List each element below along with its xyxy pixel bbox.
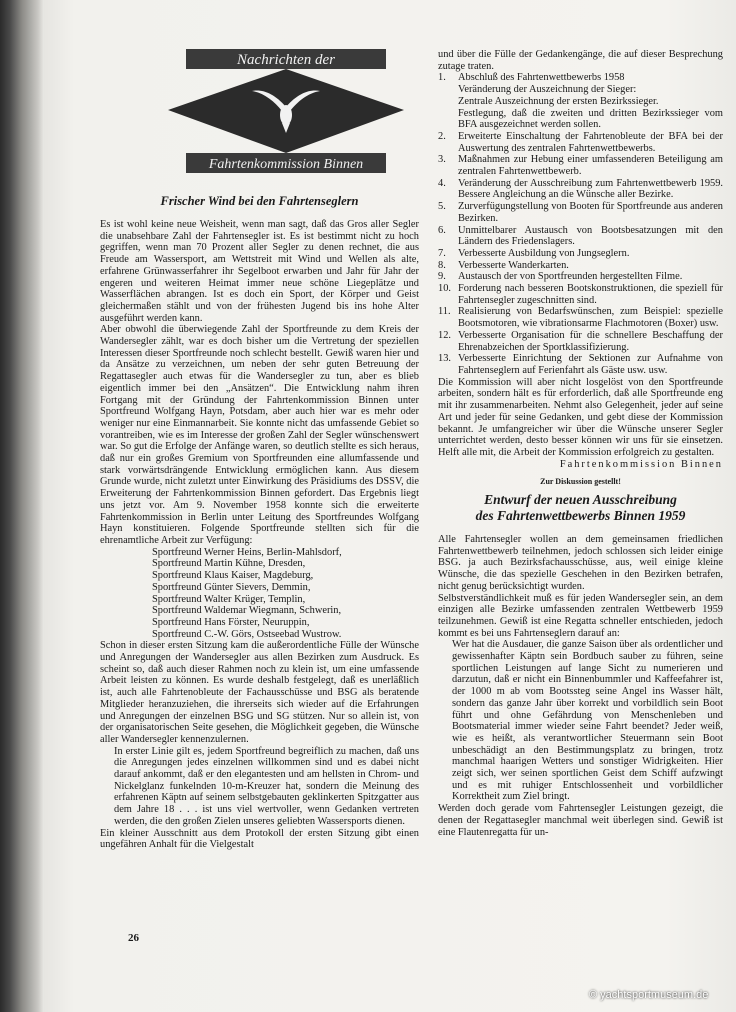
list-item [438, 283, 723, 306]
item-number: 8. [438, 259, 446, 271]
member-entry: Sportfreund Klaus Kaiser, Magdeburg, [152, 570, 314, 582]
member-entry: Sportfreund Waldemar Wiegmann, Schwerin, [152, 605, 342, 617]
item-number: 7. [438, 247, 446, 259]
banner-logo [166, 47, 406, 175]
member-list [100, 547, 419, 641]
article-paragraph: Es ist wohl keine neue Weisheit, wenn man sagt, daß das Gros aller Segler die unabsehbare Zahl der Fahrtensegler ist. Es ist bestimmt nicht zu hoch gegriffen, wenn man 70 Prozent aller Segler zu denen rechnet, die aus Freude am Wassersport, am Wettstreit mit Wind und Wellen als alte, erfahrene Grünwasserfahrer ihr Segelboot erwarben und Jahr für Jahr der engeren und weiteren Heimat immer neue schöne Liegeplätze und Wasserflächen abrangen. Ist es doch ein Sport, der Körper und Geist gleichermaßen stählt und von der frühesten Jugend bis ins hohe Alter ausgeführt werden kann. [100, 219, 419, 324]
list-item [438, 131, 723, 154]
right-column [438, 49, 723, 838]
item-number: 3. [438, 154, 446, 166]
article-paragraph: Ein kleiner Ausschnitt aus dem Protokoll der ersten Sitzung gibt einen ungefähren Anhalt für die Vielgestalt [100, 827, 419, 851]
list-item [438, 260, 723, 272]
article-paragraph: Werden doch gerade vom Fahrtensegler Leistungen gezeigt, die denen der Regattasegler manchmal weit überlegen sind. Gewiß ist eine Flautenregatta für un- [438, 803, 723, 838]
article-paragraph: Alle Fahrtensegler wollen an dem gemeinsamen friedlichen Fahrtenwettbewerb teilnehmen, jedoch schlossen sich leider einige BSG. ja auch Bezirksfachausschüsse, aus, weil einige kleine Wünsche, die das spezielle Geschehen in den Bezirken betrafen, nicht genug berücksichtigt wurden. [438, 534, 723, 592]
member-entry: Sportfreund Günter Sievers, Demmin, [152, 581, 311, 593]
item-number: 6. [438, 224, 446, 236]
list-item [438, 154, 723, 177]
article2-title-line: des Fahrtenwettbewerbs Binnen 1959 [475, 508, 686, 524]
continuation-text: und über die Fülle der Gedankengänge, die auf dieser Besprechung zutage traten. [438, 49, 723, 72]
list-item [438, 248, 723, 260]
member-entry: Sportfreund Walter Krüger, Templin, [152, 593, 306, 605]
agenda-list [438, 72, 723, 376]
watermark-credit: © yachtsportmuseum.de [589, 989, 709, 1001]
list-item [438, 353, 723, 376]
item-number: 2. [438, 130, 446, 142]
item-text: Verbesserte Ausbildung von Jungseglern. [458, 247, 630, 259]
member-entry: Sportfreund C.-W. Görs, Ostseebad Wustrow. [152, 628, 342, 640]
discussion-kicker: Zur Diskussion gestellt! [540, 477, 621, 487]
article-paragraph: Aber obwohl die überwiegende Zahl der Sportfreunde zu dem Kreis der Wandersegler zählt, war es doch bisher um die Vertretung der speziellen Interessen dieser Sportfreunde noch schlecht bestellt. Gewiß waren hier und da Ansätze zu verzeichnen, um neben der sehr guten Betreuung der Regattasegler auch etwas für die Wandersegler zu tun, aber es blieb eigentlich immer bei den „Ansätzen“. Die Entwicklung nahm ihren Fortgang mit der Gründung der Fahrtenkommission Binnen unter Sportfreund Wolfgang Hayn, Potsdam, aber auch hier war es mehr oder weniger nur eine Einmannarbeit. Sie konnte nicht das umfassende Gebiet so vorantreiben, wie es im Interesse der großen Zahl der Segler wünschenswert war. So gut die Erfolge der Anfänge waren, so deutlich stellte es sich heraus, daß nur ein großes Gremium von Sportfreunden eine allumfassende und stark vorwärtsdrängende Entwicklung ermöglichen kann. Aus diesem Grunde wurde, nicht zuletzt unter Einwirkung des Präsidiums des DSSV, die Erweiterung der Fahrtenkommission Binnen gefordert. Das Ergebnis liegt uns jetzt vor. Am 9. November 1958 konnte sich die erweiterte Fahrtenkommission in Berlin unter Leitung des Sportfreundes Wolfgang Hayn konstituieren. Folgende Sportfreunde stellten sich für die ehrenamtliche Arbeit zur Verfügung: [100, 324, 419, 546]
signature: Fahrtenkommission Binnen [559, 458, 723, 470]
item-text: Maßnahmen zur Hebung einer umfassenderen Beteiligung am zentralen Fahrtenwettbewerb. [458, 154, 723, 178]
item-text: Verbesserte Wanderkarten. [458, 259, 569, 271]
item-number: 4. [438, 177, 446, 189]
article-paragraph: In erster Linie gilt es, jedem Sportfreund begreiflich zu machen, daß uns die Anregungen jedes einzelnen willkommen sind und es dabei nicht darauf ankommt, daß er den elegantesten und am hellsten in Chrom- und Nickelglanz funkelnden 10-m-Kreuzer hat, sondern die Meinung des erfahrenen Käptn auf seinem selbstgebauten geklinkerten Spitzgatter aus dem Jahre 18 . . . ist uns viel wertvoller, wenn Gedanken vertreten werden, die den großen Zielen unseres geliebten Wassersports dienen. [114, 745, 419, 827]
article2-title [438, 492, 723, 524]
item-number: 1. [438, 72, 446, 84]
indented-paragraph: Wer hat die Ausdauer, die ganze Saison über als ordentlicher und gewissenhafter Käptn sein Bordbuch sauber zu führen, seine sportlichen Leistungen auf lange Sicht zu numerieren und darzutun, daß er nicht ein Binnenbummler und Kaffeefahrer ist, der 1000 m ab vom Bootssteg seine Angel ins Wasser hält, sondern das ganze Jahr über korrekt und vorbildlich sein Boot führt und ohne Gefährdung von Menschenleben und Bootsmaterial immer wieder seine Fahrt beendet? Jeder weiß, wie es heißt, als verantwortlicher Steuermann sein Boot unbeschädigt an den Bestimmungsplatz zu bringen, trotz manchmal haarigen Wetters und sonstiger Widrigkeiten. Hier zeigt sich, wer seinen sportlichen Geist dem Schiff aufzwingt und es mit ruhiger Entschlossenheit und vorbildlicher Korrektheit zum Ziel bringt. [452, 639, 723, 803]
member-entry: Sportfreund Martin Kühne, Dresden, [152, 558, 306, 570]
item-number: 10. [438, 283, 451, 295]
list-item [438, 72, 723, 131]
item-text: Verbesserte Organisation für die schnellere Beschaffung der Ehrenabzeichen der Sportklassifizierung. [458, 329, 723, 353]
item-text: Verbesserte Einrichtung der Sektionen zur Aufnahme von Fahrtenseglern auf Ferienfahrt als Gäste usw. usw. [458, 353, 723, 376]
member-entry: Sportfreund Hans Förster, Neuruppin, [152, 616, 310, 628]
item-text: Unmittelbarer Austausch von Bootsbesatzungen mit den Ländern des Friedenslagers. [458, 224, 723, 248]
page-number: 26 [128, 932, 139, 944]
left-column [100, 219, 419, 851]
closing-paragraph: Die Kommission will aber nicht losgelöst von den Sportfreunde arbeiten, sondern hält es für erforderlich, daß alle Sportfreunde eng mit ihr zusammenarbeiten. Nehmt also Gelegenheit, jeder auf seine Art und jeder für seine Gedanken, und gebt diese der Kommission bekannt. Je umfangreicher wir über die Wünsche unserer Segler unterrichtet werden, desto besser können wir uns für sie einsetzen. Helft alle mit, die Arbeit der Kommission erfolgreich zu gestalten. [438, 376, 723, 458]
article-headline: Frischer Wind bei den Fahrtenseglern [160, 194, 359, 208]
item-text: Abschluß des Fahrtenwettbewerbs 1958 Veränderung der Auszeichnung der Sieger: Zentrale Auszeichnung der ersten Bezirkssieger. Festlegung, daß die zweiten und dritten Bezirkssieger vom BFA ausgezeichnet werden sollen. [458, 72, 723, 131]
list-item [438, 225, 723, 248]
list-item [438, 271, 723, 283]
list-item [438, 201, 723, 224]
item-number: 5. [438, 201, 446, 213]
list-item [438, 178, 723, 201]
item-text: Realisierung von Bedarfswünschen, zum Beispiel: spezielle Bootsmotoren, wie vibrationsarme Flachmotoren (Boxer) usw. [458, 306, 723, 330]
item-number: 9. [438, 271, 446, 283]
item-number: 12. [438, 329, 451, 341]
list-item [438, 306, 723, 329]
item-text: Zurverfügungstellung von Booten für Sportfreunde aus anderen Bezirken. [458, 201, 723, 224]
banner-bottom-text: Fahrtenkommission Binnen [208, 157, 364, 172]
item-text: Austausch der von Sportfreunden hergestellten Filme. [458, 271, 683, 283]
book-binding [0, 0, 44, 1012]
item-text: Erweiterte Einschaltung der Fahrtenobleute der BFA bei der Auswertung des zentralen Fahrtenwettbewerbs. [458, 130, 723, 154]
item-text: Veränderung der Ausschreibung zum Fahrtenwettbewerb 1959. Bessere Angleichung an die Wünsche aller Bezirke. [458, 177, 723, 201]
item-number: 13. [438, 353, 451, 365]
member-entry: Sportfreund Werner Heins, Berlin-Mahlsdorf, [152, 546, 342, 558]
item-number: 11. [438, 306, 451, 318]
article2-title-line: Entwurf der neuen Ausschreibung [484, 492, 677, 508]
banner-top-text: Nachrichten der [237, 52, 335, 68]
item-text: Forderung nach besseren Bootskonstruktionen, die speziell für Fahrtensegler zugeschnitten sind. [458, 283, 723, 306]
list-item [438, 330, 723, 353]
article-paragraph: Schon in dieser ersten Sitzung kam die außerordentliche Fülle der Wünsche und Anregungen der Wandersegler aus allen Bezirken zum Ausdruck. Es scheint so, daß auch dieser Rahmen noch zu klein ist, um eine umfassende Arbeit leisten zu können. Es wurde deshalb festgelegt, daß es unerläßlich ist, auch alle Fahrtenobleute der Fachausschüsse und BSG als beratende Mitglieder heranzuziehen, die ihrerseits sich wieder auf die Erfahrungen und Anregungen der einzelnen BSG und SG stützen. Nur so allein ist, von der organisatorischen Seite gesehen, die Möglichkeit gegeben, die Wünsche aller Wandersegler kennenzulernen. [100, 640, 419, 745]
article-paragraph: Selbstverständlichkeit muß es für jeden Wandersegler sein, an dem einzigen alle Bezirke umfassenden zentralen Wettbewerb 1959 teilzunehmen. Gewiß ist eine Regatta schneller entschieden, jedoch kommt es bei uns Fahrtenseglern darauf an: [438, 592, 723, 639]
